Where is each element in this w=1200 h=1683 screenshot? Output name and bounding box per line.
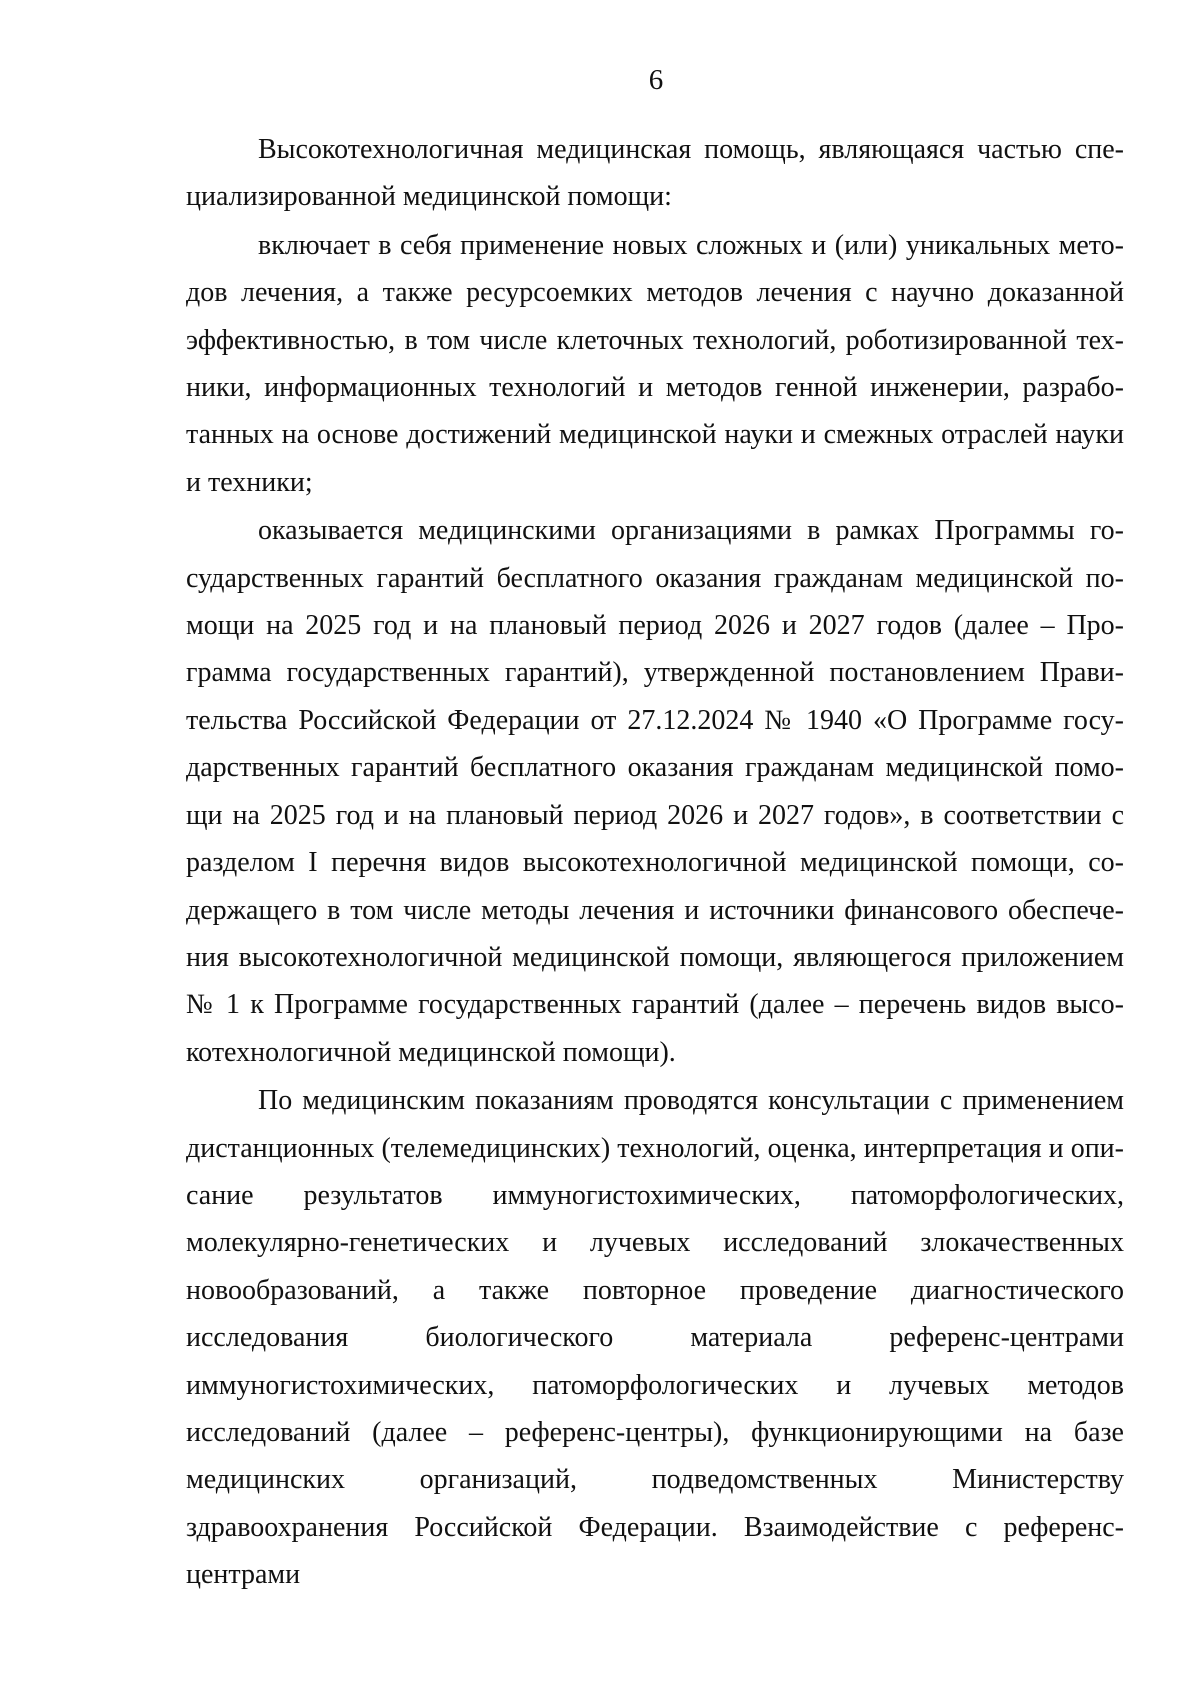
paragraph-high-tech-definition: Высокотехнологичная медицинская помощь, являющаяся частью специализированной медицинской помощи: [186, 134, 1124, 213]
paragraph-methods: включает в себя применение новых сложных и (или) уникальных методов лечения, а также ресурсоемких методов лечения с научно доказанной эффективностью, в том числе клеточных технологий, роботизированной техники, информационных технологий и методов генной инженерии, разработанных на основе достижений медицинской науки и смежных отраслей науки и техники; [186, 229, 1124, 498]
paragraph-reference-centers: По медицинским показаниям проводятся консультации с применением дистанционных (телемедицинских) технологий, оценка, интерпретация и описание результатов иммуногистохимических, патоморфологических, молекулярно-генетических и лучевых исследований злокачественных новообразований, а также повторное проведение диагностического исследования биологического материала референс-центрами иммуногистохимических, патоморфологических и лучевых методов исследований (далее – референс-центры), функционирующими на базе медицинских организаций, подведомственных Министерству здравоохранения Российской Федерации. Взаимодействие с референс-центрами [186, 1085, 1124, 1591]
page-number: 6 [648, 64, 664, 96]
document-body [186, 126, 1124, 1599]
paragraph-program-guarantees: оказывается медицинскими организациями в рамках Программы государственных гарантий бесплатного оказания гражданам медицинской помощи на 2025 год и на плановый период 2026 и 2027 годов (далее – Программа государственных гарантий), утвержденной постановлением Правительства Российской Федерации от 27.12.2024 № 1940 «О Программе государственных гарантий бесплатного оказания гражданам медицинской помощи на 2025 год и на плановый период 2026 и 2027 годов», в соответствии с разделом I перечня видов высокотехнологичной медицинской помощи, содержащего в том числе методы лечения и источники финансового обеспечения высокотехнологичной медицинской помощи, являющегося приложением № 1 к Программе государственных гарантий (далее – перечень видов высокотехнологичной медицинской помощи). [186, 515, 1124, 1068]
